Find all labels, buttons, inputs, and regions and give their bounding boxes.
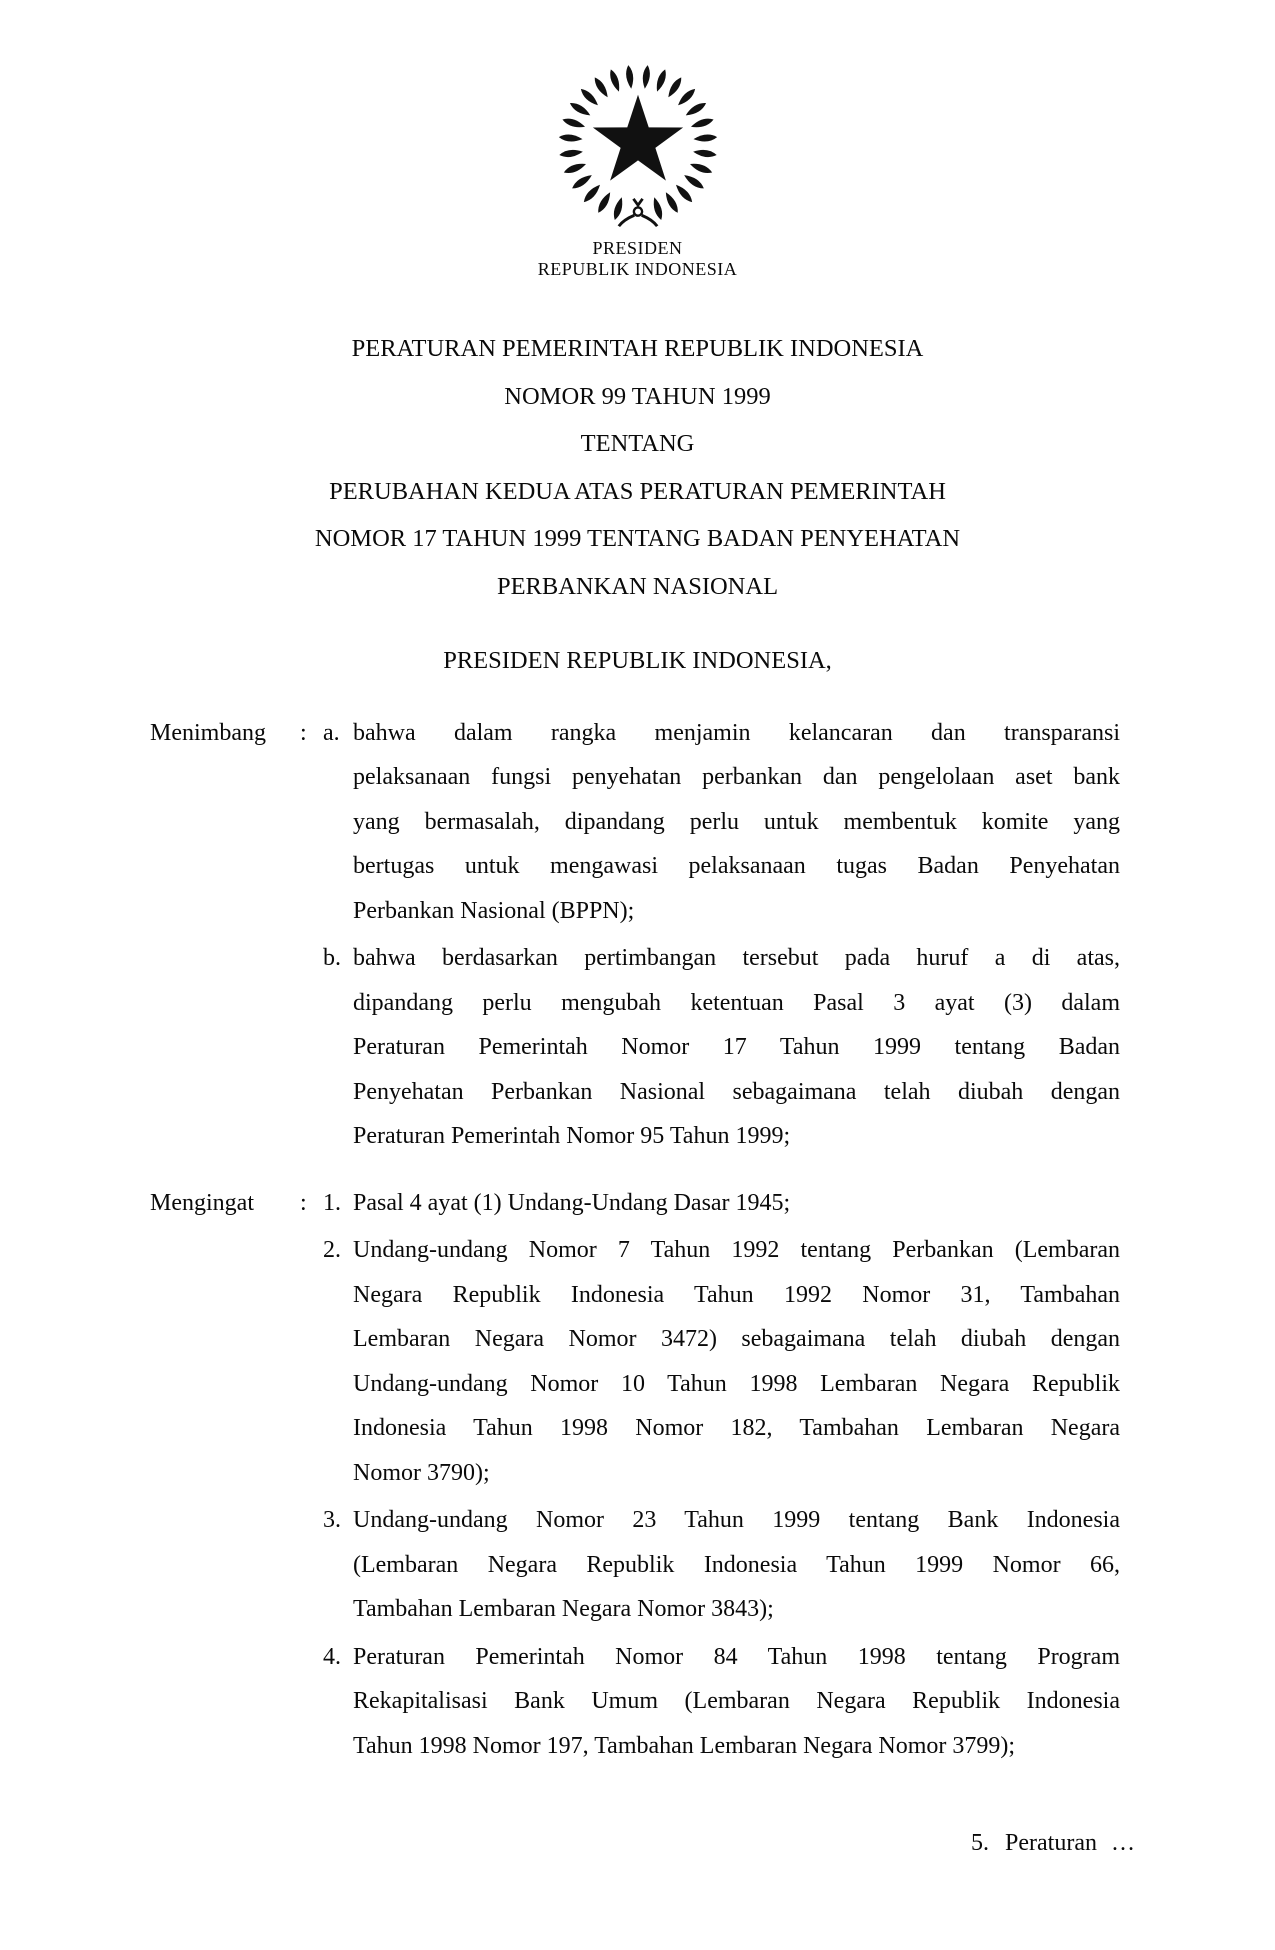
text-line: Undang-undang Nomor 7 Tahun 1992 tentang Perbankan (Lembaran — [353, 1237, 1120, 1263]
title-line: NOMOR 99 TAHUN 1999 — [504, 382, 771, 410]
salutation: PRESIDEN REPUBLIK INDONESIA, — [443, 647, 832, 674]
section-label: Menimbang — [150, 719, 266, 746]
list-marker: a. — [323, 719, 340, 746]
letterhead-presiden: PRESIDEN — [592, 238, 683, 258]
paragraph-mengingat-1 — [353, 1181, 1120, 1226]
section-colon: : — [300, 1189, 307, 1216]
title-line: NOMOR 17 TAHUN 1999 TENTANG BADAN PENYEHATAN — [314, 525, 961, 552]
list-marker: 4. — [323, 1643, 341, 1670]
section-colon: : — [300, 719, 307, 746]
section-label: Mengingat — [150, 1189, 254, 1216]
paragraph-menimbang-a — [353, 711, 1120, 934]
text-line: Undang-undang Nomor 10 Tahun 1998 Lembaran Negara Republik — [353, 1370, 1120, 1397]
text-line: Nomor 3790); — [353, 1459, 490, 1486]
title-line: PERUBAHAN KEDUA ATAS PERATURAN PEMERINTAH — [329, 477, 946, 505]
text-line: (Lembaran Negara Republik Indonesia Tahun 1999 Nomor 66, — [353, 1551, 1120, 1578]
text-line: Peraturan Pemerintah Nomor 84 Tahun 1998 tentang Program — [353, 1643, 1120, 1670]
paragraph-menimbang-b — [353, 936, 1120, 1159]
ribbon-knot-icon — [618, 199, 656, 226]
text-line: Undang-undang Nomor 23 Tahun 1999 tentang Bank Indonesia — [353, 1507, 1120, 1533]
section-menimbang — [150, 711, 1120, 1159]
list-marker: b. — [323, 945, 341, 971]
section-mengingat — [150, 1181, 1120, 1769]
list-marker: 3. — [323, 1507, 341, 1533]
text-line: Penyehatan Perbankan Nasional sebagaimana telah diubah dengan — [353, 1078, 1120, 1105]
list-marker: 1. — [323, 1189, 341, 1216]
presidential-seal-icon — [554, 58, 722, 230]
catchword-marker: 5. — [971, 1830, 990, 1856]
text-line: Tahun 1998 Nomor 197, Tambahan Lembaran Negara Nomor 3799); — [353, 1732, 1016, 1759]
text-line: bahwa berdasarkan pertimbangan tersebut pada huruf a di atas, — [353, 945, 1120, 971]
title-line: PERATURAN PEMERINTAH REPUBLIK INDONESIA — [351, 335, 924, 362]
regulation-title — [0, 325, 1275, 610]
catchword-ellipsis: … — [1111, 1830, 1135, 1856]
catchword — [971, 1821, 1135, 1866]
letterhead — [0, 238, 1275, 280]
catchword-word: Peraturan — [1005, 1830, 1097, 1856]
star-icon — [592, 95, 682, 181]
text-line: Peraturan Pemerintah Nomor 95 Tahun 1999; — [353, 1123, 791, 1149]
paragraph-mengingat-3 — [353, 1498, 1120, 1632]
paragraph-mengingat-2 — [353, 1228, 1120, 1495]
title-line: PERBANKAN NASIONAL — [496, 572, 779, 600]
text-line: Lembaran Negara Nomor 3472) sebagaimana telah diubah dengan — [353, 1326, 1120, 1352]
text-line: Rekapitalisasi Bank Umum (Lembaran Negara Republik Indonesia — [353, 1688, 1120, 1714]
list-marker: 2. — [323, 1237, 341, 1263]
text-line: dipandang perlu mengubah ketentuan Pasal 3 ayat (3) dalam — [353, 989, 1120, 1016]
text-line: bahwa dalam rangka menjamin kelancaran dan transparansi — [353, 719, 1120, 746]
text-line: Tambahan Lembaran Negara Nomor 3843); — [353, 1596, 774, 1622]
text-line: bertugas untuk mengawasi pelaksanaan tugas Badan Penyehatan — [353, 853, 1120, 879]
text-line: Indonesia Tahun 1998 Nomor 182, Tambahan Lembaran Negara — [353, 1415, 1120, 1441]
text-line: yang bermasalah, dipandang perlu untuk membentuk komite yang — [353, 808, 1120, 835]
text-line: Negara Republik Indonesia Tahun 1992 Nomor 31, Tambahan — [353, 1281, 1120, 1308]
letterhead-republik-indonesia: REPUBLIK INDONESIA — [537, 259, 738, 279]
text-line: Pasal 4 ayat (1) Undang-Undang Dasar 1945; — [353, 1189, 791, 1216]
preamble-sections — [0, 711, 1275, 1769]
text-line: pelaksanaan fungsi penyehatan perbankan dan pengelolaan aset bank — [353, 764, 1120, 790]
title-line: TENTANG — [580, 430, 695, 457]
text-line: Peraturan Pemerintah Nomor 17 Tahun 1999 tentang Badan — [353, 1034, 1120, 1060]
paragraph-mengingat-4 — [353, 1635, 1120, 1769]
text-line: Perbankan Nasional (BPPN); — [353, 897, 635, 924]
